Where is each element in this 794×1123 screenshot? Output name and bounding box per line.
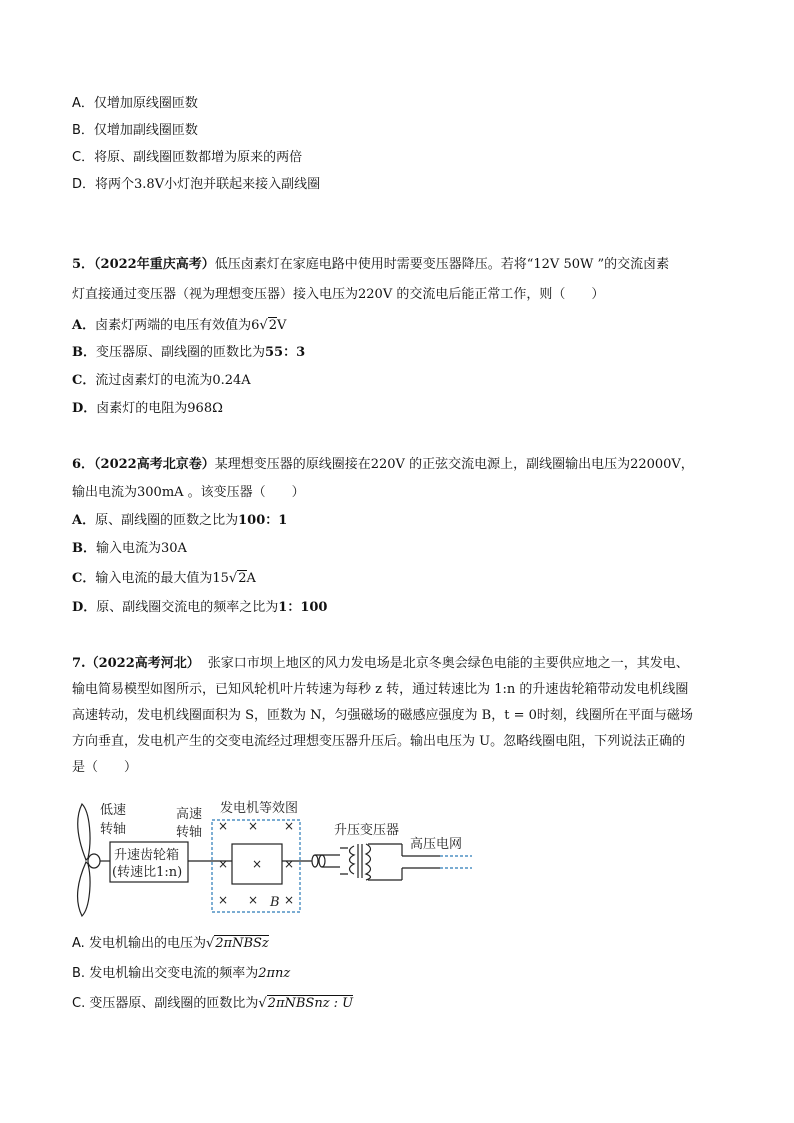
- wind-power-diagram: [72, 800, 492, 920]
- option-letter: D．: [72, 401, 97, 416]
- option-letter: A.: [72, 936, 85, 951]
- option-letter: B.: [72, 966, 86, 981]
- question-stem: 灯直接通过变压器（视为理想变压器）接入电压为220V 的交流电后能正常工作，则（ ）: [72, 287, 605, 302]
- q5-option-a: [72, 317, 286, 335]
- radicand-value: 2: [238, 571, 247, 586]
- sqrt-radicand: [237, 570, 246, 588]
- option-letter: C．: [72, 150, 95, 165]
- q4-option-c: [72, 149, 302, 167]
- option-letter: A．: [72, 318, 96, 333]
- option-letter: B．: [72, 541, 96, 556]
- option-text: 变压器原、副线圈的匝数比为: [89, 996, 259, 1011]
- q7-stem-line3: [72, 707, 693, 725]
- question-stem: 某理想变压器的原线圈接在220V 的正弦交流电源上，副线圈输出电压为22000V，: [214, 457, 694, 472]
- gearbox-label-2: (转速比1:n): [112, 865, 183, 880]
- sqrt-radicand: [214, 935, 269, 953]
- svg-text:×: ×: [252, 857, 263, 871]
- option-letter: B．: [72, 345, 96, 360]
- option-letter: B．: [72, 123, 94, 138]
- q5-option-d: [72, 400, 223, 418]
- sqrt-sign: √: [205, 936, 215, 951]
- option-text: 原、副线圈交流电的频率之比为: [96, 600, 279, 615]
- high-speed-label-1: 高速: [176, 807, 203, 822]
- math-expression: 2πNBSnz : U: [267, 996, 354, 1011]
- field-label: B: [270, 895, 280, 910]
- q6-option-c: [72, 570, 256, 588]
- question-number: 7.: [72, 656, 86, 671]
- q5-stem-line2: [72, 286, 604, 304]
- svg-text:×: ×: [218, 857, 229, 871]
- option-text: 卤素灯的电阻为968Ω: [96, 401, 223, 416]
- option-letter: D．: [72, 177, 96, 192]
- question-source: （2022高考河北）: [85, 656, 200, 671]
- sqrt-sign: √: [258, 996, 267, 1011]
- svg-text:×: ×: [248, 819, 259, 833]
- math-coefficient: 6: [251, 318, 260, 333]
- option-text: 卤素灯两端的电压有效值为: [95, 318, 252, 333]
- question-stem: 张家口市坝上地区的风力发电场是北京冬奥会绿色电能的主要供应地之一，其发电、: [207, 656, 689, 671]
- q6-option-a: [72, 512, 287, 530]
- q6-stem-line1: [72, 456, 694, 474]
- grid-lines: [440, 856, 472, 868]
- question-stem: 输电简易模型如图所示，已知风轮机叶片转速为每秒 z 转，通过转速比为 1:n 的升速齿轮箱带动发电机线圈: [72, 682, 689, 697]
- q6-stem-line2: [72, 484, 305, 502]
- q4-option-b: [72, 122, 198, 140]
- svg-text:×: ×: [284, 893, 295, 907]
- option-letter: A．: [72, 96, 94, 111]
- q6-option-d: [72, 599, 327, 617]
- question-stem: 高速转动，发电机线圈面积为 S，匝数为 N，匀强磁场的磁感应强度为 B，t = 0时刻，线圈所在平面与磁场: [72, 708, 693, 723]
- option-text: 输入电流的最大值为: [95, 571, 213, 586]
- option-text: 仅增加原线圈匝数: [93, 96, 198, 111]
- ratio-value: 55：3: [265, 345, 306, 360]
- q7-stem-line5: [72, 759, 137, 777]
- question-source: （2022高考北京卷）: [94, 457, 215, 472]
- q7-stem-line4: [72, 733, 685, 751]
- option-text: 流过卤素灯的电流为0.24A: [95, 373, 251, 388]
- sqrt-radicand: [267, 995, 353, 1013]
- math-coefficient: 15: [212, 571, 229, 586]
- question-stem: 方向垂直，发电机产生的交变电流经过理想变压器升压后。输出电压为 U。忽略线圈电阻，下列说法正确的: [72, 734, 686, 749]
- low-speed-label-1: 低速: [100, 803, 127, 818]
- q7-option-b: [72, 965, 290, 983]
- question-source: （2022年重庆高考）: [94, 257, 215, 272]
- generator-title: 发电机等效图: [220, 801, 299, 816]
- svg-text:×: ×: [218, 893, 229, 907]
- unit: A: [246, 571, 256, 586]
- sqrt-sign: √: [228, 571, 238, 586]
- question-number: 5．: [72, 257, 95, 272]
- q5-stem-line1: [72, 256, 669, 274]
- option-text: 发电机输出的电压为: [88, 936, 206, 951]
- option-letter: C.: [72, 996, 86, 1011]
- ratio-value: 100：1: [238, 513, 288, 528]
- sqrt-radicand: [268, 317, 277, 335]
- q4-option-a: [72, 95, 198, 113]
- question-stem: 是（ ）: [72, 760, 138, 775]
- q5-option-c: [72, 372, 251, 390]
- math-expression: 2πNBSz: [215, 936, 269, 951]
- q4-option-d: [72, 176, 320, 194]
- option-letter: C．: [72, 571, 96, 586]
- option-text: 将原、副线圈匝数都增为原来的两倍: [94, 150, 303, 165]
- option-text: 将两个3.8V小灯泡并联起来接入副线圈: [95, 177, 321, 192]
- q6-option-b: [72, 540, 187, 558]
- ratio-value: 1：100: [278, 600, 328, 615]
- gearbox-label-1: 升速齿轮箱: [114, 848, 180, 863]
- option-letter: C．: [72, 373, 96, 388]
- question-stem: 输出电流为300mA 。该变压器（ ）: [72, 485, 305, 500]
- option-text: 仅增加副线圈匝数: [93, 123, 198, 138]
- q5-option-b: [72, 344, 305, 362]
- option-text: 变压器原、副线圈的匝数比为: [96, 345, 266, 360]
- option-text: 发电机输出交变电流的频率为: [89, 966, 259, 981]
- magnetic-field-marks: [218, 819, 294, 907]
- q7-stem-line1: [72, 655, 689, 673]
- high-speed-label-2: 转轴: [176, 825, 203, 840]
- option-text: 原、副线圈的匝数之比为: [95, 513, 239, 528]
- math-expression: 2πnz: [258, 966, 291, 981]
- svg-text:×: ×: [284, 819, 295, 833]
- diagram-svg: [72, 800, 492, 920]
- grid-label: 高压电网: [410, 837, 463, 852]
- option-text: 输入电流为30A: [96, 541, 187, 556]
- low-speed-label-2: 转轴: [100, 822, 127, 837]
- option-letter: D．: [72, 600, 97, 615]
- q7-stem-line2: [72, 681, 688, 699]
- question-number: 6．: [72, 457, 95, 472]
- sqrt-sign: √: [259, 318, 268, 333]
- radicand-value: 2: [268, 318, 277, 333]
- svg-text:×: ×: [284, 857, 295, 871]
- svg-text:×: ×: [248, 893, 259, 907]
- turbine-blades-icon: [78, 804, 100, 916]
- transformer-title: 升压变压器: [334, 823, 400, 838]
- q7-option-a: [72, 935, 269, 953]
- svg-text:×: ×: [218, 819, 229, 833]
- question-stem: 低压卤素灯在家庭电路中使用时需要变压器降压。若将“12V 50W ”的交流卤素: [214, 257, 670, 272]
- option-letter: A．: [72, 513, 96, 528]
- unit: V: [276, 318, 287, 333]
- q7-option-c: [72, 995, 353, 1013]
